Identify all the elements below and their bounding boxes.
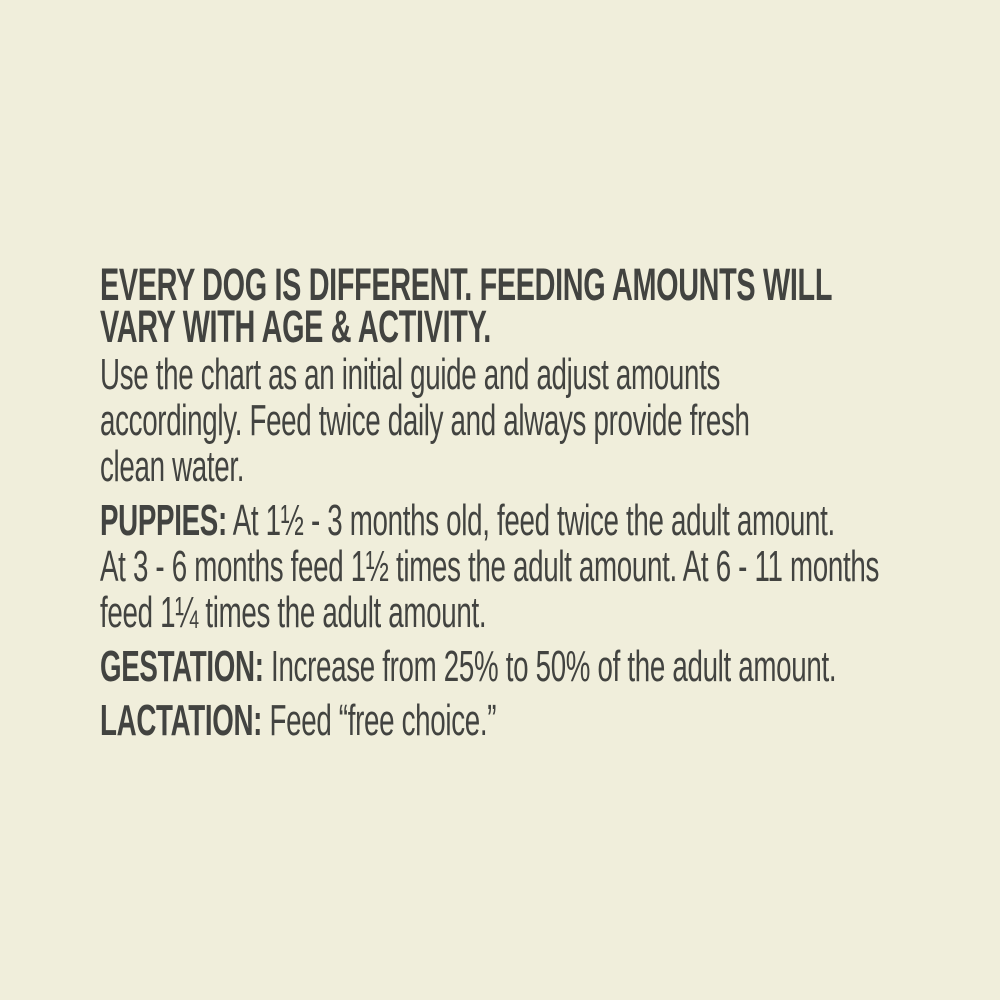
puppies-line-1-text: At 1½ - 3 months old, feed twice the adult amount. (226, 496, 835, 545)
intro-line-1: Use the chart as an initial guide and adjust amounts (100, 350, 721, 399)
puppies-line-3: feed 1¼ times the adult amount. (100, 588, 487, 637)
puppies-paragraph (100, 498, 980, 636)
gestation-paragraph (100, 644, 980, 690)
gestation-line (100, 642, 837, 691)
lactation-paragraph (100, 698, 980, 744)
feeding-guide-heading (100, 259, 980, 352)
puppies-line-2: At 3 - 6 months feed 1½ times the adult amount. At 6 - 11 months (100, 542, 880, 591)
lactation-line (100, 698, 654, 744)
puppies-label: PUPPIES: (100, 496, 227, 545)
feeding-guide-text-block (100, 259, 980, 745)
intro-line-3: clean water. (100, 442, 245, 491)
gestation-text: Increase from 25% to 50% of the adult amount. (263, 642, 837, 691)
heading-line-2: VARY WITH AGE & ACTIVITY. (100, 301, 491, 352)
lactation-label: LACTATION: (100, 696, 263, 745)
puppies-line-1 (100, 496, 835, 545)
gestation-label: GESTATION: (100, 642, 264, 691)
intro-paragraph (100, 352, 980, 490)
lactation-text: Feed “free choice.” (262, 696, 497, 745)
intro-line-2: accordingly. Feed twice daily and always provide fresh (100, 396, 750, 445)
heading-line-1: EVERY DOG IS DIFFERENT. FEEDING AMOUNTS WILL (100, 259, 833, 310)
